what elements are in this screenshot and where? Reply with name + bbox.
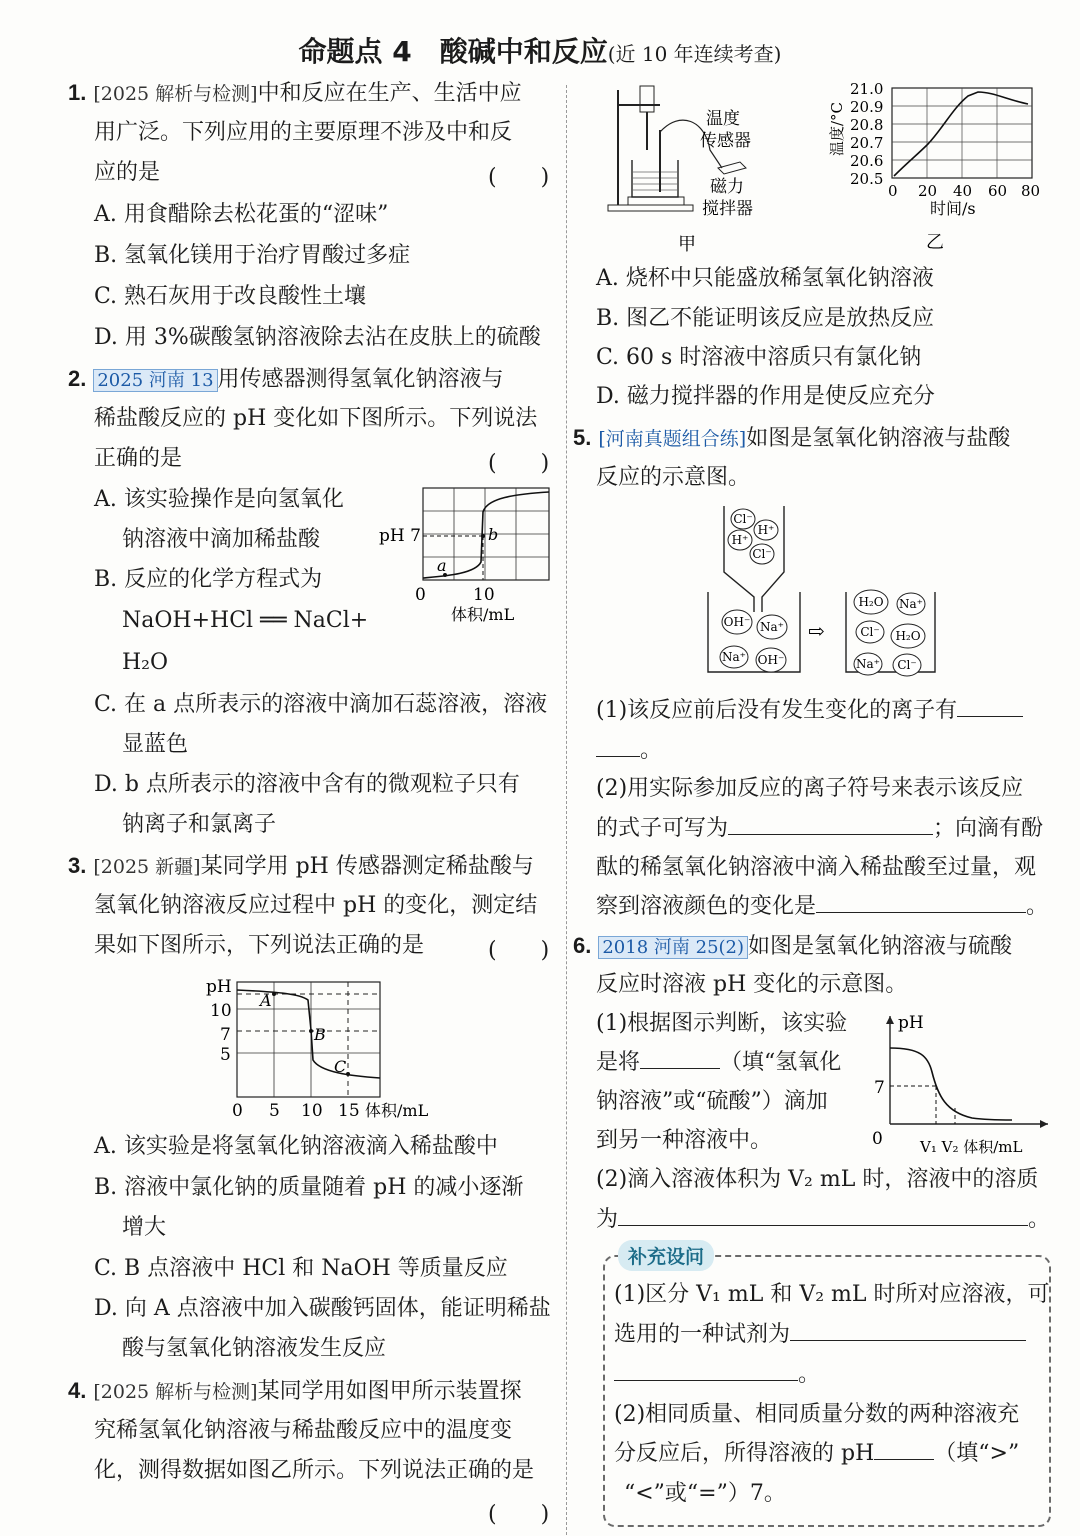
q4-line1 [68,1378,522,1405]
q3-line1 [68,853,534,880]
q6-text1: 如图是氢氧化钠溶液与硫酸 [748,934,1013,959]
q2-x-label: 体积/mL [451,605,515,624]
q4-temperature-graph [828,78,1053,253]
q6-y-label: pH [898,1013,924,1033]
q6-part1-line1: (1)根据图示判断，该实验 [596,1011,848,1036]
q5-blank-1b[interactable] [596,756,640,757]
q6-part2-line2 [596,1207,1050,1233]
q5-ion-diagram [700,502,940,687]
q4-x-tick-1: 20 [918,182,938,200]
q1-answer-paren: ( ) [488,165,550,190]
q6-part1-line4: 到另一种溶液中。 [596,1128,773,1153]
q5-line1 [573,425,1010,452]
q4-option-a: A. 烧杯中只能盛放稀氢氧化钠溶液 [596,266,934,291]
q2-text2: 稀盐酸反应的 pH 变化如下图所示。下列说法 [94,406,538,431]
q2-number: 2. [68,366,87,391]
q4-sensor-label2: 传感器 [700,131,751,151]
q4-y-tick-1: 20.9 [850,98,884,116]
supplement-q2-line3: “<”或“=”）7。 [624,1481,786,1506]
q5-part2-text3: ；向滴有酚 [933,816,1044,841]
q4-option-d: D. 磁力搅拌器的作用是使反应充分 [596,384,935,409]
q3-option-c: C. B 点溶液中 HCl 和 NaOH 等质量反应 [94,1256,508,1281]
q4-y-tick-2: 20.8 [850,116,884,134]
q5-text1: 如图是氢氧化钠溶液与盐酸 [746,426,1011,451]
q5-ion-h-1: H⁺ [757,523,775,537]
q3-text3: 果如下图所示，下列说法正确的是 [94,933,425,958]
q6-part2-line1: (2)滴入溶液体积为 V₂ mL 时，溶液中的溶质 [596,1167,1039,1192]
q6-part1-text2: 是将 [596,1050,641,1075]
q4-fig-yi: 乙 [926,232,944,253]
q3-text2: 氢氧化钠溶液反应过程中 pH 的变化，测定结 [94,893,538,918]
q3-point-A: A [260,991,272,1010]
q4-y-label: 温度/°C [828,101,846,156]
q3-x-tick-10: 10 [301,1101,323,1121]
q4-fig-jia: 甲 [678,234,696,255]
supplement-q1-line2 [614,1322,1026,1348]
q2-option-a1: A. 该实验操作是向氢氧化 [94,487,344,512]
q1-tag: [2025 解析与检测] [93,83,258,105]
q4-x-tick-4: 80 [1021,182,1041,200]
q4-option-c: C. 60 s 时溶液中溶质只有氯化钠 [596,345,922,370]
q5-part1-line1 [596,698,1023,724]
q3-option-d1: D. 向 A 点溶液中加入碳酸钙固体，能证明稀盐 [94,1296,551,1321]
q3-text1: 某同学用 pH 传感器测定稀盐酸与 [200,854,534,879]
q4-text2: 究稀氢氧化钠溶液与稀盐酸反应中的温度变 [94,1418,513,1443]
supplement-q2-text3: （填“>” [934,1441,1020,1466]
q2-option-a2: 钠溶液中滴加稀盐酸 [122,527,321,552]
title-main: 命题点 4 酸碱中和反应 [298,35,608,68]
q4-apparatus-diagram [600,80,775,255]
q6-tag: 2018 河南 25(2) [598,936,748,959]
supplement-q1-end: 。 [798,1362,821,1387]
q5-blank-1a[interactable] [957,716,1023,717]
q5-mol-h2o-2: H₂O [895,629,921,643]
q5-part2-line3: 酞的稀氢氧化钠溶液中滴入稀盐酸至过量，观 [596,855,1037,880]
q4-text3: 化，测得数据如图乙所示。下列说法正确的是 [94,1458,535,1483]
q2-answer-paren: ( ) [488,451,550,476]
q5-ion-na-4: Na⁺ [856,657,880,671]
q3-y-label: pH [206,977,232,997]
q5-part1-line2 [596,738,662,764]
q5-tag: [河南真题组合练] [598,428,747,450]
q5-ion-oh-1: OH⁻ [723,615,751,629]
page-title [0,30,1080,70]
q3-ph-graph [200,972,445,1122]
q5-blank-2b[interactable] [816,912,1026,913]
q5-part2-end: 。 [1026,894,1049,919]
supplement-q1-line1: (1)区分 V₁ mL 和 V₂ mL 时所对应溶液，可 [614,1282,1050,1307]
q5-part1-end: 。 [640,738,663,763]
q6-part2-end: 。 [1028,1207,1051,1232]
q4-number: 4. [68,1378,87,1403]
supplement-blank-1b[interactable] [614,1380,798,1381]
q6-x-tick-0: 0 [872,1129,883,1149]
q4-tag: [2025 解析与检测] [93,1381,258,1403]
q3-point-B: B [314,1025,326,1044]
q4-x-tick-2: 40 [953,182,973,200]
q5-part2-line2 [596,816,1043,842]
q4-y-tick-3: 20.7 [850,134,884,152]
q1-line1 [68,80,522,107]
q2-x-tick-0: 0 [415,585,426,605]
q6-part1-text3: （填“氢氧化 [720,1050,842,1075]
q2-text3: 正确的是 [94,446,183,471]
q1-text3: 应的是 [94,160,161,185]
supplement-q1-line3 [614,1362,820,1388]
q6-blank-1[interactable] [640,1068,720,1069]
q3-number: 3. [68,853,87,878]
q5-ion-cl-4: Cl⁻ [897,658,917,672]
q6-number: 6. [573,933,592,958]
q5-ion-na-1: Na⁺ [760,620,784,634]
q3-option-b2: 增大 [122,1215,167,1240]
q3-option-a: A. 该实验是将氢氧化钠溶液滴入稀盐酸中 [94,1134,498,1159]
q4-text1: 某同学用如图甲所示装置探 [257,1379,522,1404]
q3-x-label: 体积/mL [365,1101,429,1120]
q6-line1 [573,933,1012,960]
q6-part1-line3: 钠溶液”或“硫酸”）滴加 [596,1089,828,1114]
q4-option-b: B. 图乙不能证明该反应是放热反应 [596,306,935,331]
q5-mol-h2o-1: H₂O [858,595,884,609]
q3-x-tick-5: 5 [269,1101,280,1121]
q4-stirrer-label1: 磁力 [710,177,744,197]
supplement-label: 补充设问 [618,1240,714,1271]
q5-blank-2a[interactable] [728,834,933,835]
q4-answer-paren: ( ) [488,1502,550,1527]
q4-x-tick-3: 60 [988,182,1008,200]
q2-option-b3: H₂O [122,650,169,675]
q1-option-a: A. 用食醋除去松花蛋的“涩味” [94,202,389,227]
supplement-q2-text2: 分反应后，所得溶液的 pH [614,1441,875,1466]
q5-part1-text: (1)该反应前后没有发生变化的离子有 [596,698,958,723]
supplement-q2-line2 [614,1441,1019,1467]
q3-x-tick-15: 15 [338,1101,360,1121]
q4-y-tick-4: 20.6 [850,152,884,170]
q4-y-tick-0: 21.0 [850,80,884,98]
q2-tag: 2025 河南 13 [93,369,217,392]
q2-point-a: a [437,556,447,575]
q3-tag: [2025 新疆] [93,856,201,878]
q5-part2-line1: (2)用实际参加反应的离子符号来表示该反应 [596,776,1024,801]
q2-x-tick-10: 10 [473,585,495,605]
supplement-blank-2[interactable] [874,1459,934,1460]
supplement-blank-1a[interactable] [790,1340,1026,1341]
q3-y-tick-5: 5 [220,1045,231,1065]
q5-part2-text5: 察到溶液颜色的变化是 [596,894,817,919]
q2-point-b: b [488,525,499,544]
q6-text2: 反应时溶液 pH 变化的示意图。 [596,972,908,997]
q4-y-tick-5: 20.5 [850,170,884,188]
q6-part1-line2 [596,1050,841,1076]
q6-y-tick-7: 7 [874,1078,885,1098]
q4-x-label: 时间/s [930,199,976,218]
q4-x-tick-0: 0 [888,182,898,200]
q5-ion-cl-3: Cl⁻ [860,625,880,639]
q5-part2-line4 [596,894,1048,920]
q5-ion-h-2: H⁺ [731,533,749,547]
q5-part2-text2: 的式子可写为 [596,816,729,841]
q2-option-b1: B. 反应的化学方程式为 [94,567,323,592]
q6-part2-text2: 为 [596,1207,619,1232]
title-sub: (近 10 年连续考查) [607,42,782,66]
q2-option-d2: 钠离子和氯离子 [122,812,277,837]
q1-text2: 用广泛。下列应用的主要原理不涉及中和反 [94,120,513,145]
q5-ion-cl-2: Cl⁻ [752,547,772,561]
q5-ion-oh-2: OH⁻ [757,653,785,667]
q3-y-tick-7: 7 [220,1025,231,1045]
q6-x-label: V₁ V₂ 体积/mL [920,1138,1023,1156]
q5-ion-cl-1: Cl⁻ [733,512,753,526]
supplement-q2-line1: (2)相同质量、相同质量分数的两种溶液充 [614,1402,1020,1427]
q1-number: 1. [68,80,87,105]
q4-stirrer-label2: 搅拌器 [702,199,753,219]
q5-ion-na-2: Na⁺ [722,650,746,664]
q1-text1: 中和反应在生产、生活中应 [257,81,522,106]
q2-line1 [68,366,504,393]
q5-ion-na-3: Na⁺ [899,597,923,611]
q3-answer-paren: ( ) [488,938,550,963]
q6-ph-graph [862,1012,1057,1160]
q3-option-b1: B. 溶液中氯化钠的质量随着 pH 的减小逐渐 [94,1175,524,1200]
q1-option-d: D. 用 3%碳酸氢钠溶液除去沾在皮肤上的硫酸 [94,325,541,350]
q2-option-d1: D. b 点所表示的溶液中含有的微观粒子只有 [94,772,520,797]
q5-text2: 反应的示意图。 [596,465,751,490]
q2-option-c1: C. 在 a 点所表示的溶液中滴加石蕊溶液，溶液 [94,692,548,717]
q1-option-b: B. 氢氧化镁用于治疗胃酸过多症 [94,243,411,268]
q2-option-c2: 显蓝色 [122,732,189,757]
q5-number: 5. [573,425,592,450]
column-divider [566,85,567,1535]
q3-x-tick-0: 0 [232,1101,243,1121]
q3-option-d2: 酸与氢氧化钠溶液发生反应 [122,1336,387,1361]
q2-option-b2: NaOH+HCl ══ NaCl+ [122,608,369,633]
q2-text1: 用传感器测得氢氧化钠溶液与 [217,367,504,392]
q4-sensor-label1: 温度 [706,109,740,129]
q2-ph-graph [375,482,555,627]
q3-point-C: C [334,1057,347,1076]
q2-y-label: pH 7 [379,526,421,546]
q3-y-tick-10: 10 [210,1001,232,1021]
supplement-q1-text2: 选用的一种试剂为 [614,1322,791,1347]
q6-blank-2[interactable] [618,1225,1028,1226]
q5-arrow: ⇨ [808,619,825,643]
q1-option-c: C. 熟石灰用于改良酸性土壤 [94,284,367,309]
